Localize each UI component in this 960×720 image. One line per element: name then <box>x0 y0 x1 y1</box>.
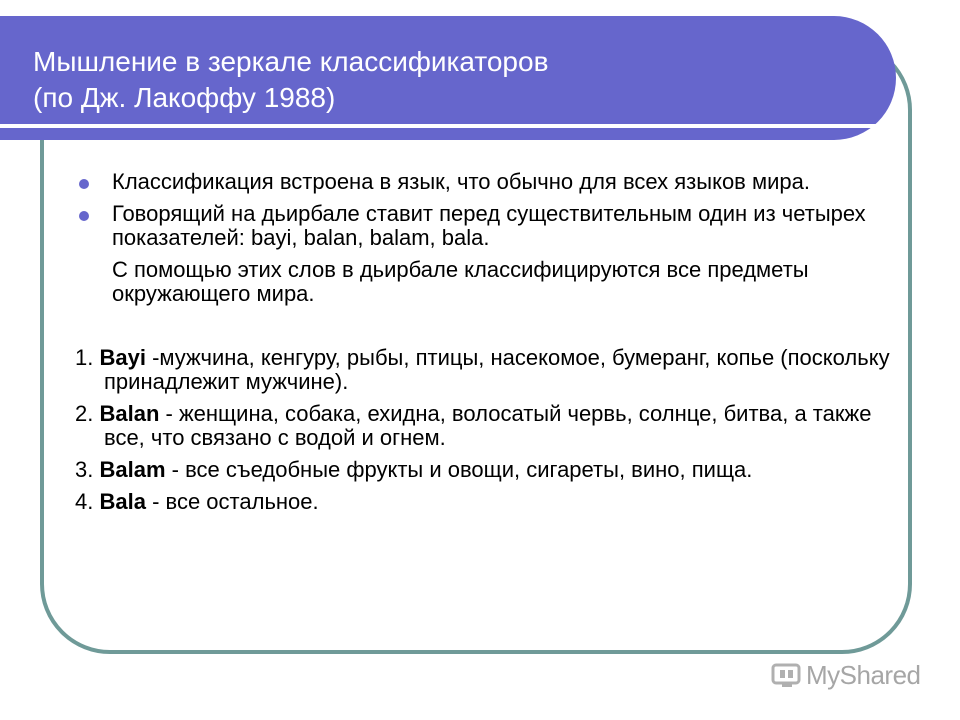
bullet-text: Говорящий на дьирбале ставит перед существительным один из четырех показателей: bayi, balan, balam, bala. <box>112 201 866 250</box>
bullet-item <box>75 202 895 250</box>
classifier-item <box>75 402 895 450</box>
item-desc: - все остальное. <box>145 489 319 514</box>
bullet-item <box>75 170 895 194</box>
continuation-text: С помощью этих слов в дьирбале классифицируются все предметы окружающего мира. <box>112 257 809 306</box>
watermark-text: MyShared <box>806 659 921 690</box>
item-term: Balan <box>99 401 160 426</box>
item-desc: - женщина, собака, ехидна, волосатый червь, солнце, битва, а также все, что связано с водой и огнем. <box>104 401 872 450</box>
slide-content <box>75 170 895 522</box>
classifier-item <box>75 458 895 482</box>
watermark-logo <box>770 660 921 690</box>
item-desc: -мужчина, кенгуру, рыбы, птицы, насекомое, бумеранг, копье (поскольку принадлежит мужчине). <box>104 345 890 394</box>
item-number: 4. <box>75 489 94 514</box>
title-line-1: Мышление в зеркале классификаторов <box>33 46 549 77</box>
slide-title <box>33 44 548 116</box>
title-line-2: (по Дж. Лакоффу 1988) <box>33 82 336 113</box>
item-term: Bayi <box>99 345 146 370</box>
title-underline <box>0 124 876 128</box>
classifier-item <box>75 346 895 394</box>
bullet-dot-icon <box>79 179 89 189</box>
myshared-logo-icon <box>770 660 804 690</box>
title-bar <box>0 16 896 140</box>
item-desc: - все съедобные фрукты и овощи, сигареты, вино, пища. <box>165 457 753 482</box>
item-number: 3. <box>75 457 94 482</box>
bullet-text: Классификация встроена в язык, что обычно для всех языков мира. <box>112 169 810 194</box>
classifier-item <box>75 490 895 514</box>
item-term: Bala <box>99 489 146 514</box>
spacer <box>75 314 895 346</box>
item-number: 2. <box>75 401 94 426</box>
bullet-dot-icon <box>79 211 89 221</box>
item-number: 1. <box>75 345 94 370</box>
item-term: Balam <box>99 457 166 482</box>
